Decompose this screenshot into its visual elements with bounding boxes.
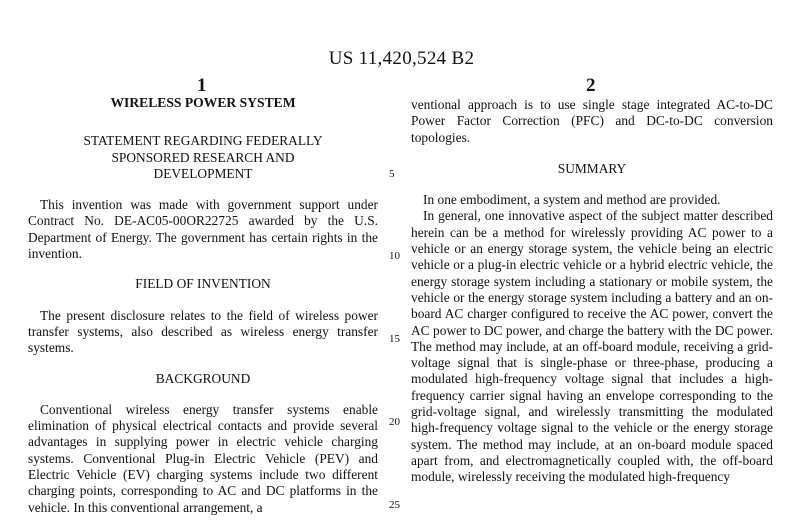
summary-paragraph-2: In general, one innovative aspect of the subject matter described herein can be a method for wirelessly providing AC power to a vehicle or an energy storage system, the vehicle being an electric vehicle or a plug-in electric vehicle or a hybrid electric vehicle, the energy storage system including a stationary or mobile system, the vehicle or the energy storage system including a battery and an on-board AC charger configured to receive the AC power, convert the AC power to DC power, and charge the battery with the DC power. The method may include, at an off-board module, receiving a grid-voltage signal that is single-phase or three-phase, producing a modulated high-frequency voltage signal that includes a high-frequency carrier signal having an envelope corresponding to the grid-voltage signal, and wirelessly transmitting the modulated high-frequency voltage signal to the vehicle or the energy storage system. The method may include, at an on-board module spaced apart from, and electromagnetically coupled with, the off-board module, wirelessly receiving the modulated high-frequency	[411, 208, 773, 485]
background-heading: BACKGROUND	[155, 370, 251, 386]
field-heading: FIELD OF INVENTION	[135, 276, 271, 292]
background-text: Conventional wireless energy transfer systems enable elimination of physical electrical contacts and provide several advantages in supplying power in electric vehicle charging systems. Conventional Plug-in Electric Vehicle (PEV) and Electric Vehicle (EV) charging systems include two different charging points, corresponding to AC and DC platforms in the vehicle. In this conventional arrangement, a	[28, 401, 378, 515]
line-number: 5	[389, 168, 395, 180]
summary-paragraph-1: In one embodiment, a system and method are provided.	[423, 192, 721, 208]
line-number: 25	[389, 499, 400, 511]
column-number-right: 2	[586, 75, 596, 96]
patent-number: US 11,420,524 B2	[328, 48, 475, 69]
statement-heading-line-2: SPONSORED RESEARCH AND	[111, 149, 295, 165]
column-number-left: 1	[197, 75, 207, 96]
document-title: WIRELESS POWER SYSTEM	[110, 95, 296, 110]
line-number: 15	[389, 333, 400, 345]
statement-text: This invention was made with government support under Contract No. DE-AC05-00OR22725 awarded by the U.S. Department of Energy. The government has certain rights in the invention.	[28, 197, 378, 262]
field-text: The present disclosure relates to the field of wireless power transfer systems, also described as wireless energy transfer systems.	[28, 307, 378, 356]
line-number: 20	[389, 416, 400, 428]
line-number: 10	[389, 250, 400, 262]
summary-heading: SUMMARY	[557, 160, 627, 176]
continuation-text: ventional approach is to use single stage integrated AC-to-DC Power Factor Correction (PFC) and DC-to-DC conversion topologies.	[411, 97, 773, 145]
statement-heading-line-1: STATEMENT REGARDING FEDERALLY	[83, 133, 323, 149]
right-column	[411, 97, 773, 486]
left-column	[28, 95, 378, 516]
statement-heading-line-3: DEVELOPMENT	[153, 165, 253, 181]
